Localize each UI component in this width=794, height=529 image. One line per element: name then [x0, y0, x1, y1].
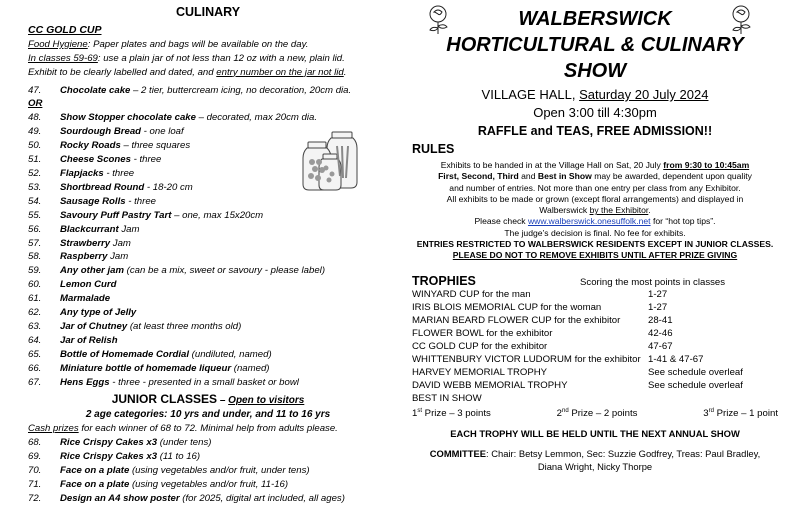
rules-line: [412, 216, 778, 227]
class-number: 72.: [28, 492, 42, 504]
trophy-list: [412, 288, 778, 405]
class-name: Rice Crispy Cakes x3: [60, 451, 158, 463]
show-title-line3: SHOW: [563, 60, 627, 82]
class-entry: [28, 334, 388, 348]
class-name: Jar of Chutney: [60, 320, 128, 332]
class-desc: – 2 tier, buttercream icing, no decoration, 20cm dia.: [130, 84, 352, 96]
class-number: 51.: [28, 154, 42, 166]
rules-line: [412, 160, 778, 171]
trophy-name: CC GOLD CUP for the exhibitor: [412, 340, 548, 352]
prize-third: [703, 405, 778, 420]
rules-text: Exhibits to be handed in at the Village Hall on Sat, 20 July: [440, 160, 664, 170]
class-text: [60, 376, 388, 390]
junior-header: [28, 393, 388, 408]
class-text: [60, 450, 388, 464]
class-name: Hens Eggs: [60, 376, 110, 388]
class-number: 53.: [28, 181, 42, 193]
trophy-row: [412, 340, 778, 353]
class-desc: - three: [130, 154, 162, 166]
junior-dash: –: [217, 395, 229, 407]
class-name: Any other jam: [60, 265, 124, 277]
class-desc: – three squares: [120, 140, 191, 152]
class-name: Jar of Relish: [60, 334, 118, 346]
class-name: Chocolate cake: [60, 84, 131, 96]
trophy-classes: 28-41: [648, 314, 673, 326]
trophy-row: [412, 288, 778, 301]
class-name: Sausage Rolls: [60, 195, 126, 207]
class-name: Face on a plate: [60, 465, 130, 476]
show-title-line2: HORTICULTURAL & CULINARY: [446, 34, 744, 56]
class-entry: [28, 237, 388, 251]
class-number: 69.: [28, 451, 42, 463]
junior-class-list: [28, 436, 388, 506]
venue: [412, 86, 778, 104]
prize-sup: st: [417, 407, 423, 414]
exhibit-underlined: entry number on the jar not lid: [216, 66, 344, 78]
class-entry: [28, 278, 388, 292]
jam-jars-illustration: [302, 128, 360, 192]
class-text: [60, 478, 388, 492]
class-number: 55.: [28, 209, 42, 221]
class-entry: [28, 348, 388, 362]
class-name: Strawberry: [60, 237, 111, 249]
trophy-row: [412, 353, 778, 366]
class-name: Flapjacks: [60, 167, 104, 179]
class-text: [60, 237, 388, 251]
trophy-classes: 1-27: [648, 288, 668, 300]
trophy-classes: See schedule overleaf: [648, 366, 743, 378]
class-desc: (can be a mix, sweet or savoury - please label): [123, 265, 326, 277]
class-name: Miniature bottle of homemade liqueur: [60, 362, 232, 374]
class-text: [60, 264, 388, 278]
prize-num: 1: [412, 407, 418, 419]
class-name: Blackcurrant: [60, 223, 119, 235]
class-entry: [28, 209, 388, 223]
trophy-row: [412, 301, 778, 314]
food-hygiene-label: Food Hygiene: [28, 38, 88, 50]
class-text: [60, 320, 388, 334]
class-desc: – decorated, max 20cm dia.: [195, 112, 318, 124]
class-desc: - one loaf: [141, 126, 184, 138]
committee-line: Diana Wright, Nicky Thorpe: [537, 460, 653, 472]
scoring-header: Scoring the most points in classes: [580, 276, 726, 288]
class-number: 62.: [28, 307, 42, 319]
trophy-name: WINYARD CUP for the man: [412, 288, 531, 300]
trophy-classes: 47-67: [648, 340, 673, 352]
class-number: 54.: [28, 195, 42, 207]
cash-note: [28, 422, 388, 436]
class-number: 47.: [28, 84, 42, 96]
class-name: Rice Crispy Cakes x3: [60, 437, 158, 449]
committee: [412, 447, 778, 473]
trophy-name: FLOWER BOWL for the exhibitor: [412, 327, 553, 339]
class-text: [60, 195, 388, 209]
class-desc: (undiluted, named): [189, 348, 272, 360]
class-text: [60, 250, 388, 264]
exhibit-end: .: [343, 66, 347, 78]
class-entry: [28, 250, 388, 264]
class-text: [60, 97, 388, 111]
class-text: [60, 348, 388, 362]
class-entry: [28, 84, 388, 98]
class-number: 58.: [28, 251, 42, 263]
trophy-classes: 42-46: [648, 327, 673, 339]
class-number: 64.: [28, 334, 42, 346]
trophies-header: TROPHIES: [412, 273, 476, 288]
rules-body: [412, 160, 778, 262]
trophy-row: [412, 366, 778, 379]
class-name: Bottle of Homemade Cordial: [60, 348, 189, 360]
trophy-classes: See schedule overleaf: [648, 379, 743, 391]
rules-text: First, Second, Third: [438, 171, 519, 182]
rules-line: ENTRIES RESTRICTED TO WALBERSWICK RESIDENTS EXCEPT IN JUNIOR CLASSES.: [416, 239, 774, 250]
class-text: [60, 492, 388, 506]
class-number: 66.: [28, 362, 42, 374]
class-number: 61.: [28, 293, 42, 305]
class-desc: Jam: [118, 223, 140, 235]
class-desc: (using vegetables and/or fruit, 11-16): [129, 478, 289, 490]
exhibit-note: [28, 66, 388, 80]
rules-header: RULES: [412, 142, 455, 156]
class-desc: Jam: [107, 251, 129, 263]
trophy-classes: 1-27: [648, 301, 668, 313]
class-text: [60, 111, 388, 125]
rules-line: and number of entries. Not more than one entry per class from any Exhibitor.: [449, 182, 741, 193]
prize-num: 2: [556, 407, 562, 419]
food-hygiene-note: [28, 38, 388, 52]
class-name: Rocky Roads: [60, 140, 121, 152]
class-name: Shortbread Round: [60, 181, 145, 193]
junior-title: JUNIOR CLASSES: [111, 392, 218, 407]
opening-times: Open 3:00 till 4:30pm: [533, 105, 657, 120]
trophy-name: BEST IN SHOW: [412, 392, 482, 404]
rules-line: PLEASE DO NOT TO REMOVE EXHIBITS UNTIL AFTER PRIZE GIVING: [452, 250, 738, 261]
rules-text: Best in Show: [537, 171, 592, 182]
class-number: 48.: [28, 112, 42, 124]
website-link[interactable]: www.walberswick.onesuffolk.net: [527, 216, 651, 227]
rules-text: by the Exhibitor: [589, 205, 649, 216]
class-text: [60, 436, 388, 450]
class-name: Design an A4 show poster: [60, 492, 180, 504]
class-entry: [28, 195, 388, 209]
junior-subheader: 2 age categories: 10 yrs and under, and 11 to 16 yrs: [85, 409, 331, 421]
classes-note: [28, 52, 388, 66]
class-desc: - three: [103, 167, 135, 179]
class-entry: [28, 223, 388, 237]
raffle-note: RAFFLE and TEAS, FREE ADMISSION!!: [477, 124, 713, 138]
class-number: 60.: [28, 279, 42, 291]
class-text: [60, 306, 388, 320]
trophy-classes: 1-41 & 47-67: [648, 353, 704, 365]
rules-line: The judge’s decision is final. No fee for exhibits.: [504, 227, 686, 238]
class-number: 65.: [28, 348, 42, 360]
class-text: [60, 223, 388, 237]
culinary-header: CULINARY: [175, 5, 241, 19]
committee-line: [412, 447, 778, 460]
class-number: 67.: [28, 376, 42, 388]
junior-open-link: Open to visitors: [228, 395, 305, 407]
class-name: Face on a plate: [60, 478, 130, 490]
prize-points: [412, 405, 778, 420]
class-number: 50.: [28, 140, 42, 152]
prize-first: [412, 405, 491, 420]
class-number: OR: [28, 98, 43, 110]
class-number: 56.: [28, 223, 42, 235]
show-section: [412, 6, 778, 473]
class-name: Any type of Jelly: [60, 307, 137, 319]
class-number: 57.: [28, 237, 42, 249]
class-text: [60, 278, 388, 292]
rules-text: and: [518, 171, 538, 182]
class-entry: [28, 111, 388, 125]
class-desc: (under tens): [157, 437, 212, 449]
class-name: Lemon Curd: [60, 279, 117, 291]
class-number: 49.: [28, 126, 42, 138]
rules-text: .: [648, 205, 651, 216]
class-entry: [28, 492, 388, 506]
committee-label: COMMITTEE: [429, 447, 486, 459]
rules-text: Walberswick: [539, 205, 590, 216]
class-name: Marmalade: [60, 293, 111, 305]
class-name: Cheese Scones: [60, 154, 131, 166]
prize-num: 3: [703, 407, 709, 419]
trophy-name: DAVID WEBB MEMORIAL TROPHY: [412, 379, 568, 391]
trophy-row: [412, 314, 778, 327]
class-entry: [28, 264, 388, 278]
class-entry: [28, 478, 388, 492]
venue-date: Saturday 20 July 2024: [579, 87, 709, 102]
trophy-row: [412, 327, 778, 340]
hold-note: EACH TROPHY WILL BE HELD UNTIL THE NEXT ANNUAL SHOW: [450, 427, 740, 439]
classes-text: : use a plain jar of not less than 12 oz with a new, plain lid.: [97, 52, 345, 64]
class-entry: [28, 97, 388, 111]
class-desc: - three - presented in a small basket or bowl: [109, 376, 299, 388]
trophy-name: IRIS BLOIS MEMORIAL CUP for the woman: [412, 301, 602, 313]
trophy-name: MARIAN BEARD FLOWER CUP for the exhibitor: [412, 314, 621, 326]
rules-text: Please check: [474, 216, 528, 227]
class-desc: - 18-20 cm: [144, 181, 193, 193]
class-text: [60, 209, 388, 223]
trophy-name: WHITTENBURY VICTOR LUDORUM for the exhibitor: [412, 353, 641, 365]
rules-times: from 9:30 to 10:45am: [663, 160, 750, 170]
class-desc: Jam: [110, 237, 131, 249]
cup-title: CC GOLD CUP: [28, 23, 102, 36]
class-name: Sourdough Bread: [60, 126, 142, 138]
cash-text: for each winner of 68 to 72. Minimal help from adults please.: [78, 423, 338, 435]
class-name: Raspberry: [60, 251, 108, 263]
rules-line: [412, 171, 778, 182]
class-entry: [28, 464, 388, 478]
trophies-header-row: [412, 274, 778, 288]
prize-text: Prize – 3 points: [422, 407, 491, 419]
class-entry: [28, 292, 388, 306]
class-entry: [28, 450, 388, 464]
trophy-row: [412, 379, 778, 392]
class-name: Savoury Puff Pastry Tart: [60, 209, 172, 221]
class-entry: [28, 362, 388, 376]
class-number: 59.: [28, 265, 42, 277]
class-text: [60, 292, 388, 306]
class-number: 71.: [28, 478, 42, 490]
food-hygiene-text: : Paper plates and bags will be available on the day.: [87, 38, 309, 50]
class-desc: – one, max 15x20cm: [171, 209, 264, 221]
class-number: 52.: [28, 167, 42, 179]
class-desc: (using vegetables and/or fruit, under tens): [129, 465, 310, 476]
class-entry: [28, 320, 388, 334]
prize-text: Prize – 2 points: [568, 407, 638, 419]
prize-text: Prize – 1 point: [713, 407, 778, 419]
venue-prefix: VILLAGE HALL,: [481, 87, 580, 102]
class-text: [60, 464, 388, 478]
rules-line: [412, 205, 778, 216]
rules-line: All exhibits to be made or grown (except floral arrangements) and displayed in: [446, 193, 744, 204]
class-entry: [28, 376, 388, 390]
prize-second: [557, 405, 638, 420]
class-desc: (11 to 16): [157, 451, 201, 463]
class-number: 63.: [28, 320, 42, 332]
class-number: 70.: [28, 465, 42, 476]
rules-text: may be awarded, dependent upon quality: [591, 171, 752, 182]
classes-label: In classes 59-69: [28, 52, 98, 64]
class-desc: - three: [125, 195, 156, 207]
class-text: [60, 334, 388, 348]
class-entry: [28, 436, 388, 450]
show-title-line1: WALBERSWICK: [518, 8, 672, 30]
trophy-name: HARVEY MEMORIAL TROPHY: [412, 366, 548, 378]
class-desc: (named): [231, 362, 270, 374]
class-desc: (at least three months old): [127, 320, 242, 332]
rules-text: for “hot top tips”.: [650, 216, 716, 227]
class-name: Show Stopper chocolate cake: [60, 112, 196, 124]
cash-label: Cash prizes: [28, 423, 79, 435]
class-desc: (for 2025, digital art included, all ages): [179, 492, 345, 504]
culinary-section: [28, 6, 388, 506]
prize-sup: nd: [561, 407, 569, 414]
class-entry: [28, 306, 388, 320]
class-text: [60, 84, 388, 98]
exhibit-text: Exhibit to be clearly labelled and dated, and: [28, 66, 217, 78]
class-text: [60, 362, 388, 376]
class-number: 68.: [28, 437, 42, 449]
committee-text: : Chair: Betsy Lemmon, Sec: Suzzie Godfrey, Treas: Paul Bradley,: [486, 447, 761, 459]
prize-sup: rd: [708, 407, 714, 414]
trophy-row: [412, 392, 778, 405]
